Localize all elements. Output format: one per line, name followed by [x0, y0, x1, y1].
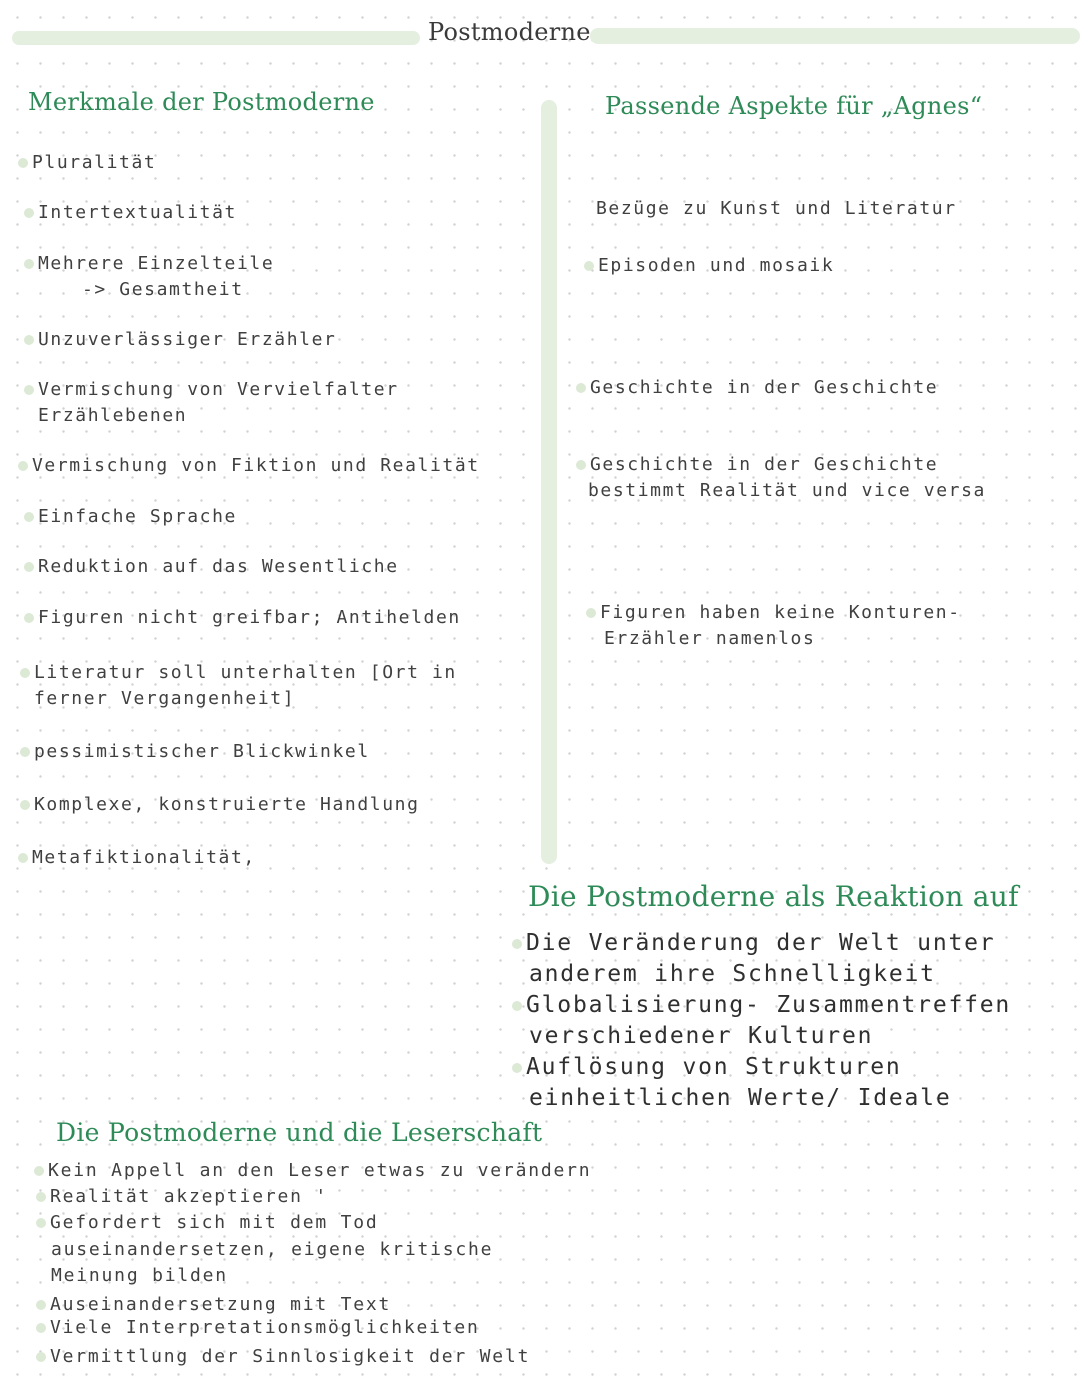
list-item: Mehrere Einzelteile -> Gesamtheit [24, 251, 274, 303]
list-item: Intertextualität [24, 200, 237, 226]
list-item: Kein Appell an den Leser etwas zu verändern [34, 1158, 591, 1185]
list-item: Metafiktionalität, [18, 845, 256, 871]
list-item: Viele Interpretationsmöglichkeiten [36, 1315, 480, 1342]
bullet-dot [24, 385, 34, 395]
list-item: Gefordert sich mit dem Tod auseinandersetzen, eigene kritische Meinung bilden [36, 1210, 493, 1290]
leser-heading: Die Postmoderne und die Leserschaft [56, 1118, 543, 1147]
bullet-dot [36, 1218, 46, 1228]
bullet-dot [584, 261, 594, 271]
bullet-dot [24, 613, 34, 623]
bullet-dot [24, 335, 34, 345]
list-item: Bezüge zu Kunst und Literatur [596, 198, 957, 219]
list-item: Auseinandersetzung mit Text [36, 1292, 391, 1319]
list-item: Pluralität [18, 150, 156, 176]
bullet-dot [36, 1300, 46, 1310]
bullet-dot [20, 747, 30, 757]
list-item: Episoden und mosaik [584, 253, 834, 279]
list-item: Auflösung von Strukturen einheitlichen Werte/ Ideale [512, 1052, 951, 1114]
bullet-dot [576, 383, 586, 393]
list-item: Vermischung von Fiktion und Realität [18, 453, 480, 479]
list-item: Reduktion auf das Wesentliche [24, 554, 399, 580]
list-item: Vermischung von Vervielfalter Erzählebenen [24, 377, 399, 429]
bullet-dot [18, 853, 28, 863]
list-item: Komplexe, konstruierte Handlung [20, 792, 420, 818]
bullet-dot [512, 939, 522, 949]
bullet-dot [20, 668, 30, 678]
bullet-dot [34, 1166, 44, 1176]
list-item: Vermittlung der Sinnlosigkeit der Welt [36, 1344, 530, 1371]
bullet-dot [24, 208, 34, 218]
bullet-dot [36, 1323, 46, 1333]
list-item: Realität akzeptieren ' [36, 1184, 328, 1211]
bullet-dot [576, 460, 586, 470]
bullet-dot [586, 608, 596, 618]
bullet-dot [36, 1352, 46, 1362]
bullet-dot [24, 562, 34, 572]
list-item: Figuren nicht greifbar; Antihelden [24, 605, 461, 631]
left-heading: Merkmale der Postmoderne [28, 88, 375, 116]
title-bar-right [590, 28, 1080, 44]
right-heading: Passende Aspekte für „Agnes“ [605, 92, 983, 120]
list-item: Unzuverlässiger Erzähler [24, 327, 337, 353]
title-bar-left [12, 31, 420, 45]
list-item: pessimistischer Blickwinkel [20, 739, 370, 765]
list-item: Einfache Sprache [24, 504, 237, 530]
bullet-dot [36, 1192, 46, 1202]
list-item: Literatur soll unterhalten [Ort in ferner Vergangenheit] [20, 660, 457, 712]
bullet-dot [18, 158, 28, 168]
column-divider [541, 100, 557, 864]
page-title: Postmoderne [428, 18, 591, 46]
bullet-dot [20, 800, 30, 810]
bullet-dot [512, 1063, 522, 1073]
list-item: Geschichte in der Geschichte [576, 375, 938, 401]
bullet-dot [512, 1001, 522, 1011]
bullet-dot [24, 259, 34, 269]
list-item: Die Veränderung der Welt unter anderem ihre Schnelligkeit [512, 928, 995, 990]
reaktion-heading: Die Postmoderne als Reaktion auf [528, 880, 1019, 913]
list-item: Geschichte in der Geschichte bestimmt Realität und vice versa [576, 452, 986, 504]
bullet-dot [24, 512, 34, 522]
bullet-dot [18, 461, 28, 471]
list-item: Globalisierung- Zusammentreffen verschiedener Kulturen [512, 990, 1011, 1052]
list-item: Figuren haben keine Konturen- Erzähler namenlos [586, 600, 961, 652]
